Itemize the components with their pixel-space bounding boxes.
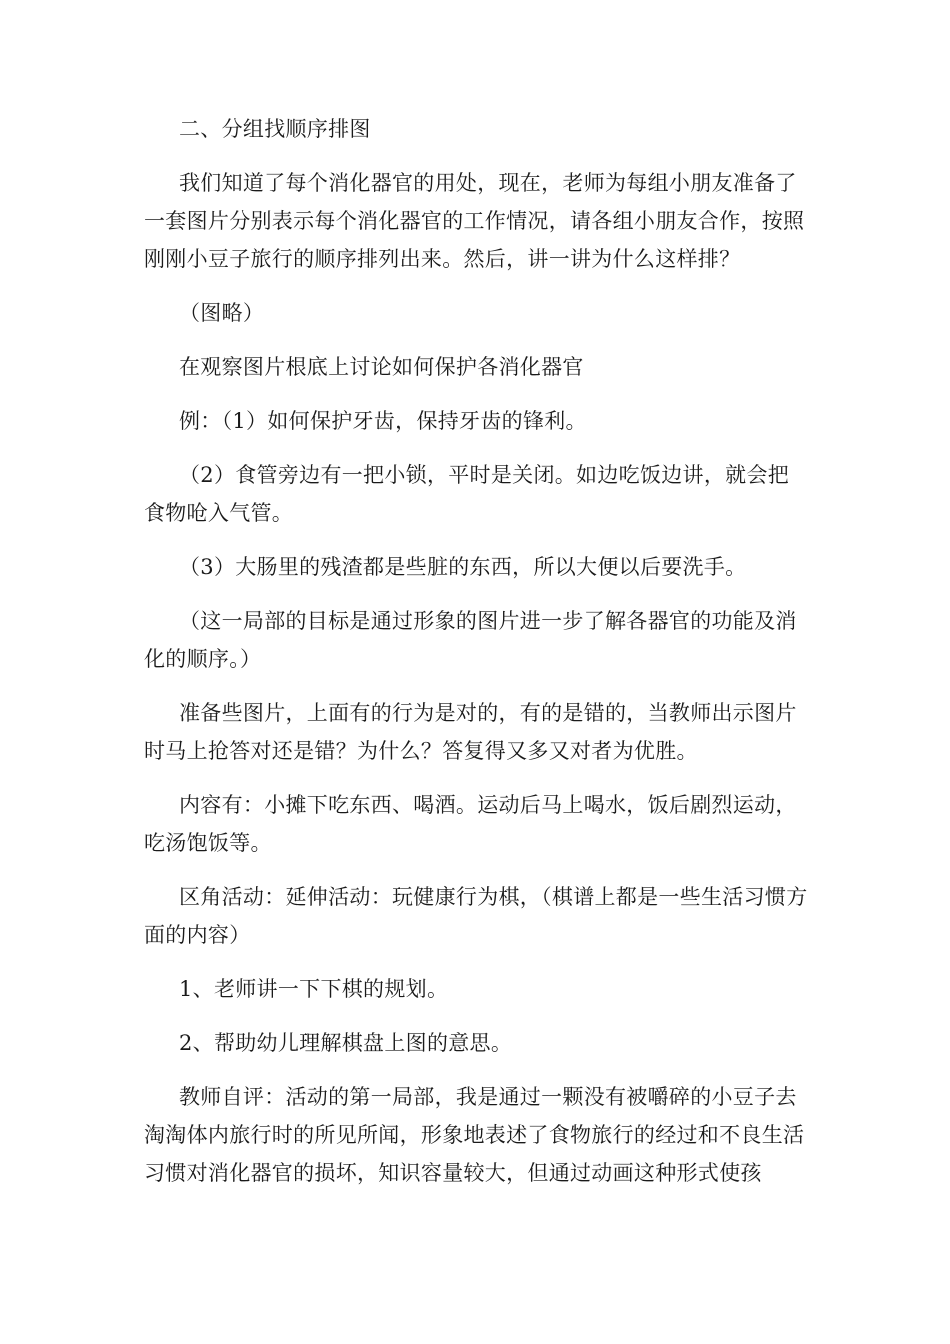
document-body xyxy=(144,110,809,1192)
paragraph: 我们知道了每个消化器官的用处，现在，老师为每组小朋友准备了一套图片分别表示每个消化器官的工作情况，请各组小朋友合作，按照刚刚小豆子旅行的顺序排列出来。然后，讲一讲为什么这样排？ xyxy=(144,171,805,271)
paragraph: 例：（1）如何保护牙齿，保持牙齿的锋利。 xyxy=(179,409,587,433)
paragraph: 2、帮助幼儿理解棋盘上图的意思。 xyxy=(179,1031,513,1055)
paragraph: 内容有：小摊下吃东西、喝酒。运动后马上喝水，饭后剧烈运动，吃汤饱饭等。 xyxy=(144,793,797,855)
paragraph: （2）食管旁边有一把小锁，平时是关闭。如边吃饭边讲，就会把食物呛入气管。 xyxy=(144,463,790,525)
paragraph: （这一局部的目标是通过形象的图片进一步了解各器官的功能及消化的顺序。） xyxy=(144,609,797,671)
paragraph: 在观察图片根底上讨论如何保护各消化器官 xyxy=(179,355,584,379)
section-heading: 二、分组找顺序排图 xyxy=(179,117,371,141)
paragraph: （图略） xyxy=(179,301,265,325)
paragraph: 准备些图片，上面有的行为是对的，有的是错的，当教师出示图片时马上抢答对还是错？为什么？答复得又多又对者为优胜。 xyxy=(144,701,797,763)
paragraph: （3）大肠里的残渣都是些脏的东西，所以大便以后要洗手。 xyxy=(179,555,747,579)
paragraph: 1、老师讲一下下棋的规划。 xyxy=(179,977,449,1001)
paragraph: 区角活动：延伸活动：玩健康行为棋，（棋谱上都是一些生活习惯方面的内容） xyxy=(144,885,808,947)
paragraph: 教师自评：活动的第一局部，我是通过一颗没有被嚼碎的小豆子去淘淘体内旅行时的所见所闻，形象地表述了食物旅行的经过和不良生活习惯对消化器官的损坏，知识容量较大，但通过动画这种形式使孩 xyxy=(144,1085,805,1185)
